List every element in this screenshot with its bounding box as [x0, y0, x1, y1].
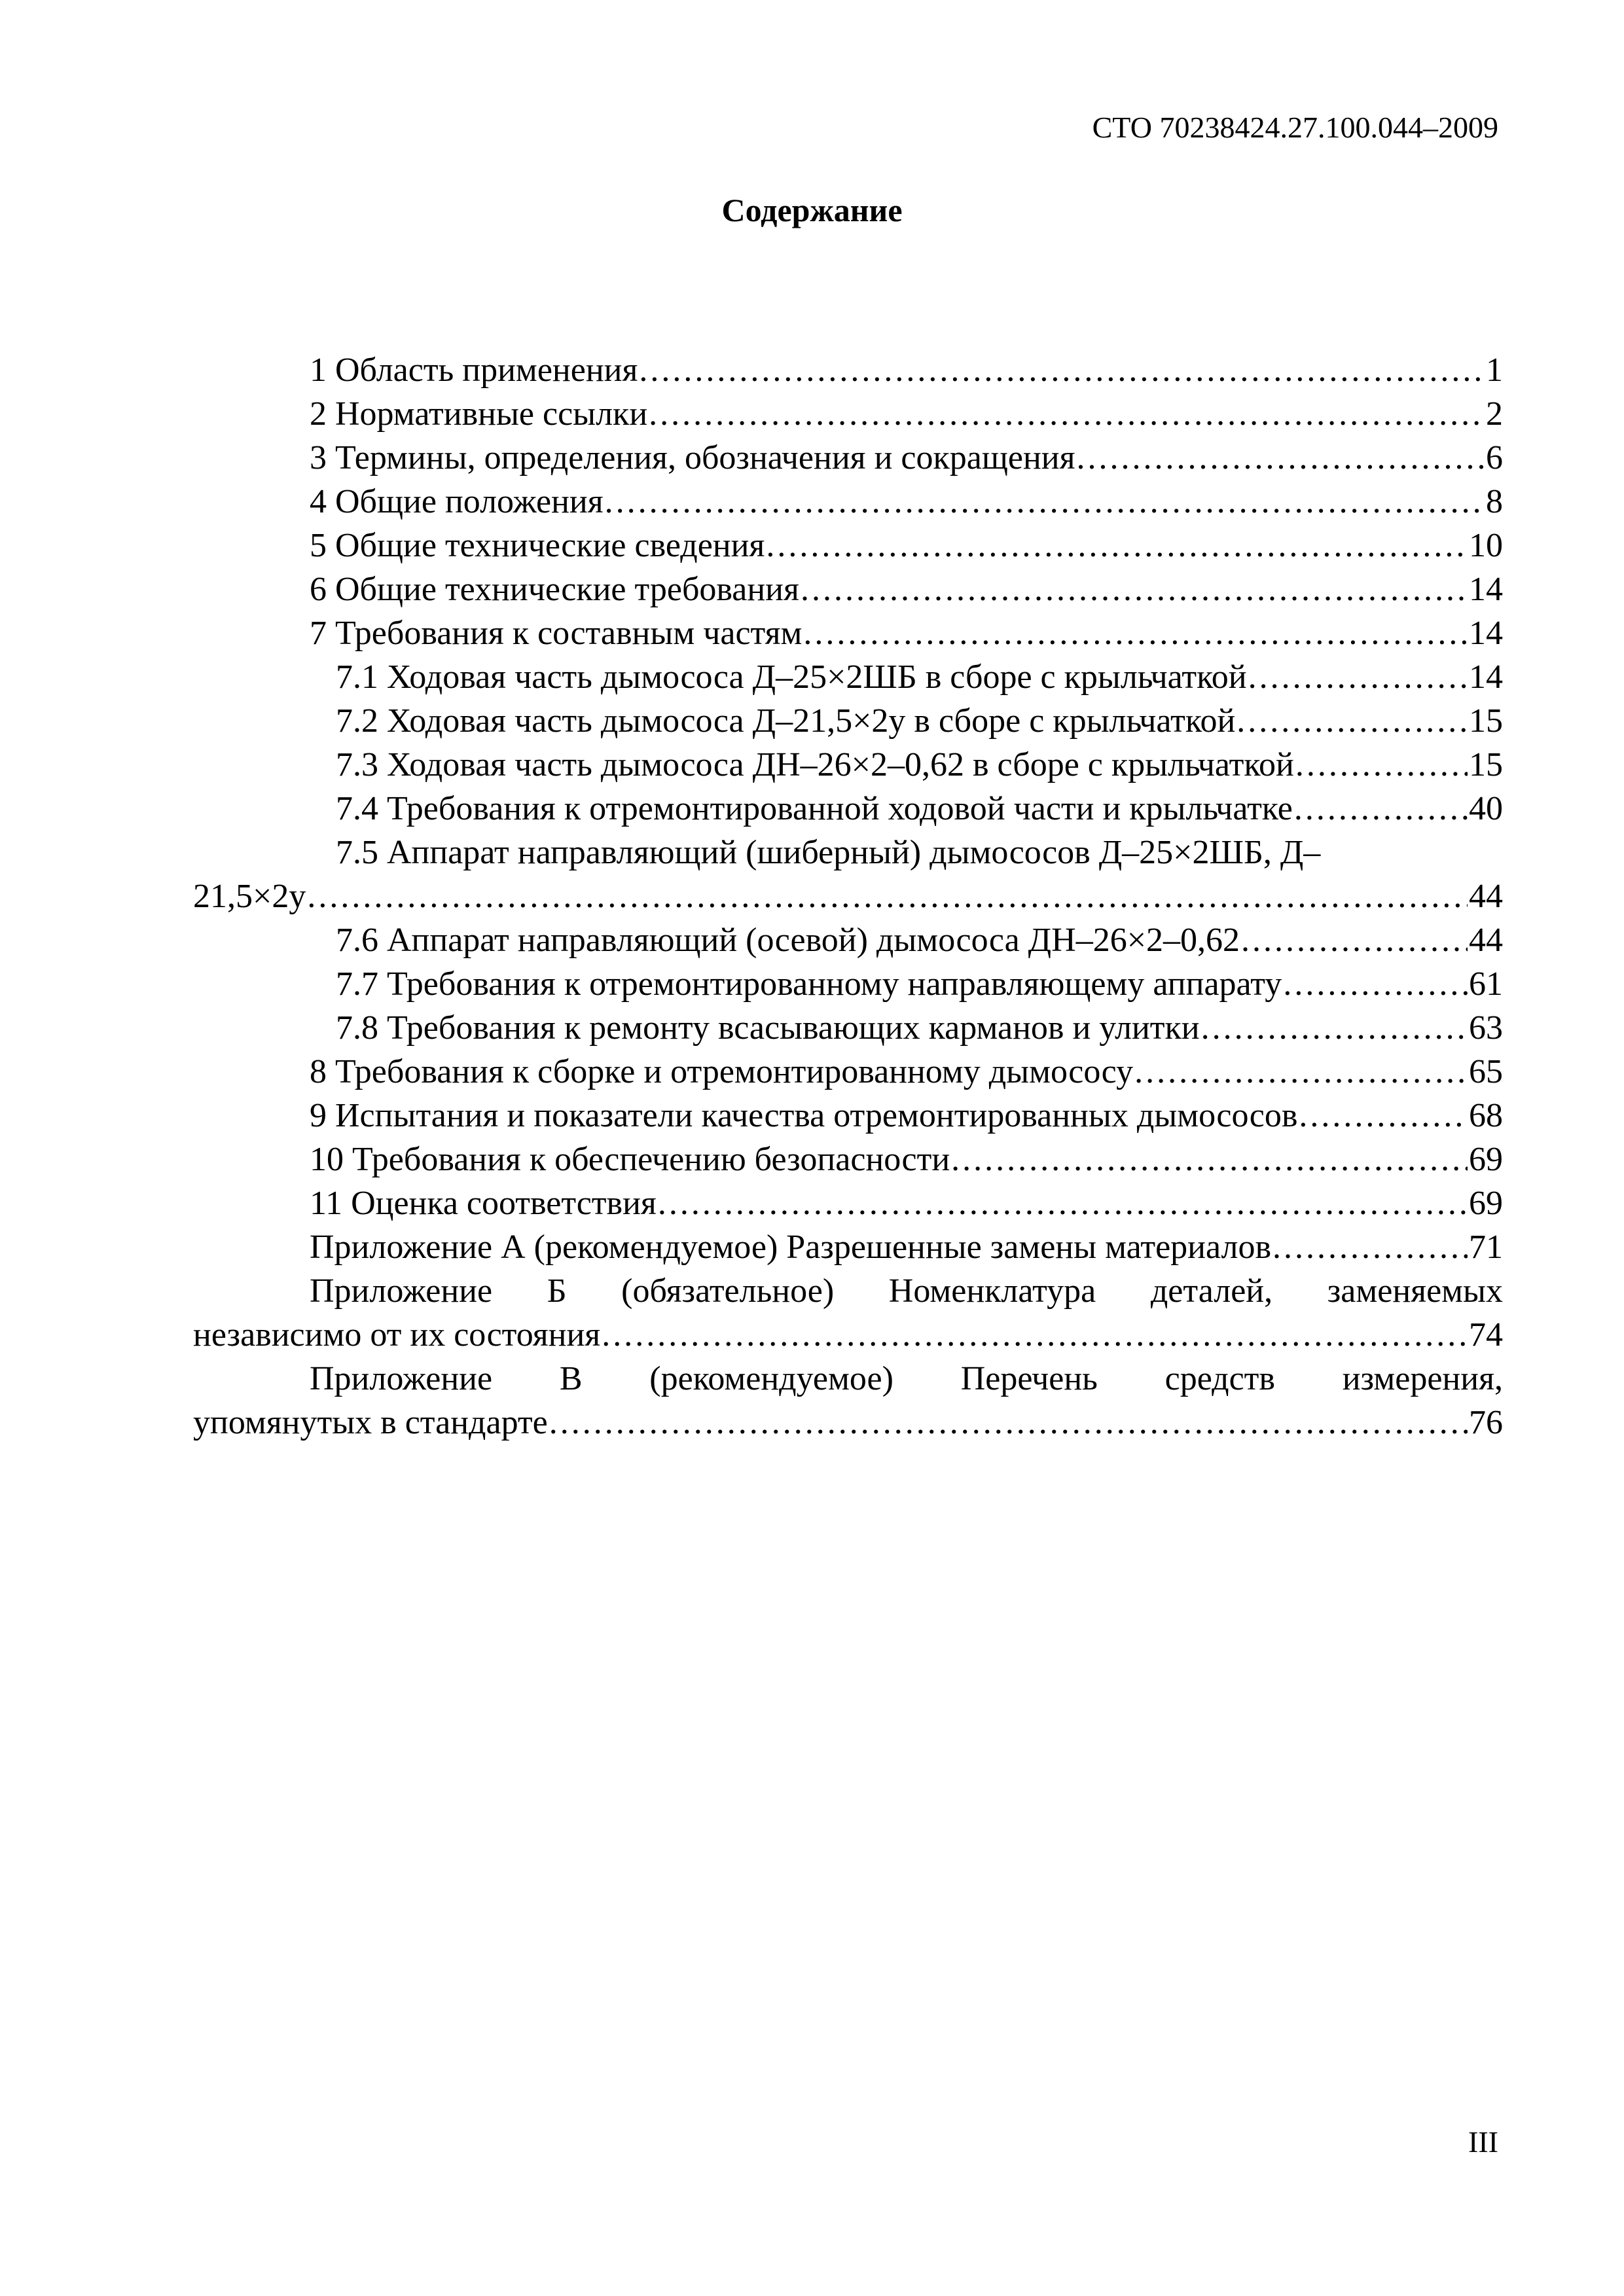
toc-dot-leader [1134, 1050, 1468, 1094]
toc-entry[interactable] [193, 567, 1503, 611]
toc-entry-title: 4 Общие положения [310, 483, 604, 520]
toc-entry[interactable] [193, 787, 1503, 831]
toc-dot-leader [1294, 787, 1468, 831]
toc-entry[interactable] [193, 436, 1503, 480]
toc-entry-title: 3 Термины, определения, обозначения и сокращения [310, 439, 1075, 476]
toc-entry[interactable] [193, 480, 1503, 524]
toc-entry-page: 15 [1469, 746, 1503, 783]
toc-dot-leader [649, 392, 1485, 436]
toc-dot-leader [1248, 655, 1468, 699]
toc-entry-title: Приложение А (рекомендуемое) Разрешенные замены материалов [310, 1229, 1272, 1266]
toc-dot-leader [803, 611, 1468, 655]
toc-entry-page: 2 [1486, 395, 1503, 433]
toc-entry-page: 40 [1469, 790, 1503, 827]
toc-entry[interactable] [193, 962, 1503, 1006]
toc-entry[interactable] [193, 699, 1503, 743]
toc-entry[interactable] [193, 1181, 1503, 1225]
toc-entry-title: 7.4 Требования к отремонтированной ходовой части и крыльчатке [336, 790, 1293, 827]
toc-entry-title-continued: независимо от их состояния [193, 1316, 601, 1354]
toc-entry[interactable] [193, 655, 1503, 699]
toc-entry-title: Приложение В (рекомендуемое) Перечень средств измерения, [310, 1360, 1503, 1397]
toc-entry-title: 7.2 Ходовая часть дымососа Д–21,5×2у в сборе с крыльчаткой [336, 702, 1236, 740]
toc-entry-page: 14 [1469, 571, 1503, 608]
toc-entry-title: 11 Оценка соответствия [310, 1185, 657, 1222]
document-code: СТО 70238424.27.100.044–2009 [1092, 111, 1498, 144]
toc-entry-page: 14 [1469, 658, 1503, 696]
toc-entry[interactable] [193, 1094, 1503, 1138]
toc-entry-title-continued: упомянутых в стандарте [193, 1404, 548, 1441]
toc-dot-leader [1077, 436, 1485, 480]
toc-entry-title: 6 Общие технические требования [310, 571, 799, 608]
toc-dot-leader [605, 480, 1485, 524]
toc-entry[interactable] [193, 1138, 1503, 1181]
toc-entry[interactable] [193, 1269, 1503, 1357]
toc-entry-title: 7.5 Аппарат направляющий (шиберный) дымососов Д–25×2ШБ, Д– [336, 834, 1321, 871]
toc-dot-leader [1299, 1094, 1468, 1138]
toc-entry-title: 7.1 Ходовая часть дымососа Д–25×2ШБ в сборе с крыльчаткой [336, 658, 1247, 696]
toc-entry-title: 7.8 Требования к ремонту всасывающих карманов и улитки [336, 1009, 1200, 1047]
toc-dot-leader [1295, 743, 1468, 787]
toc-title: Содержание [721, 192, 903, 228]
toc-entry-page: 68 [1469, 1097, 1503, 1134]
toc-entry[interactable] [193, 831, 1503, 918]
toc-dot-leader [951, 1138, 1468, 1181]
toc-dot-leader [1283, 962, 1468, 1006]
toc-entry-title: 5 Общие технические сведения [310, 527, 765, 564]
toc-entry[interactable] [193, 743, 1503, 787]
toc-entry[interactable] [193, 1357, 1503, 1444]
toc-entry-page: 69 [1469, 1185, 1503, 1222]
toc-entry-page: 6 [1486, 439, 1503, 476]
toc-entry-title: 8 Требования к сборке и отремонтированному дымососу [310, 1053, 1134, 1090]
toc-dot-leader [658, 1181, 1468, 1225]
toc-entry-page: 44 [1469, 922, 1503, 959]
toc-dot-leader [766, 524, 1468, 567]
toc-entry-page: 69 [1469, 1141, 1503, 1178]
toc-entry-page: 10 [1469, 527, 1503, 564]
toc-entry-title: 10 Требования к обеспечению безопасности [310, 1141, 950, 1178]
table-of-contents [193, 348, 1503, 1444]
toc-entry-title: 1 Область применения [310, 351, 638, 389]
toc-entry[interactable] [193, 1050, 1503, 1094]
toc-entry-page: 14 [1469, 615, 1503, 652]
toc-entry-title: 7 Требования к составным частям [310, 615, 803, 652]
toc-dot-leader [1236, 699, 1468, 743]
toc-entry-page: 8 [1486, 483, 1503, 520]
toc-entry-title: 7.7 Требования к отремонтированному направляющему аппарату [336, 965, 1282, 1003]
toc-entry[interactable] [193, 1225, 1503, 1269]
toc-entry[interactable] [193, 918, 1503, 962]
toc-entry-page: 63 [1469, 1009, 1503, 1047]
toc-entry-title-continued: 21,5×2у [193, 878, 306, 915]
toc-entry-title: 9 Испытания и показатели качества отремонтированных дымососов [310, 1097, 1298, 1134]
toc-dot-leader [1272, 1225, 1468, 1269]
toc-entry-title: Приложение Б (обязательное) Номенклатура деталей, заменяемых [310, 1272, 1503, 1310]
toc-entry-title: 7.3 Ходовая часть дымососа ДН–26×2–0,62 в сборе с крыльчаткой [336, 746, 1294, 783]
toc-dot-leader [307, 874, 1468, 918]
toc-entry-title: 7.6 Аппарат направляющий (осевой) дымососа ДН–26×2–0,62 [336, 922, 1240, 959]
toc-dot-leader [602, 1313, 1468, 1357]
toc-entry[interactable] [193, 348, 1503, 392]
toc-entry-page: 44 [1469, 878, 1503, 915]
toc-dot-leader [549, 1401, 1468, 1444]
toc-entry-page: 71 [1469, 1229, 1503, 1266]
toc-entry[interactable] [193, 1006, 1503, 1050]
toc-entry[interactable] [193, 524, 1503, 567]
toc-dot-leader [1241, 918, 1468, 962]
toc-entry-page: 65 [1469, 1053, 1503, 1090]
toc-entry-page: 61 [1469, 965, 1503, 1003]
toc-entry-title: 2 Нормативные ссылки [310, 395, 648, 433]
page-number: III [1468, 2125, 1498, 2159]
toc-entry-page: 74 [1469, 1316, 1503, 1354]
toc-dot-leader [801, 567, 1468, 611]
toc-entry-page: 76 [1469, 1404, 1503, 1441]
toc-dot-leader [639, 348, 1485, 392]
toc-entry-page: 15 [1469, 702, 1503, 740]
toc-entry[interactable] [193, 392, 1503, 436]
toc-entry-page: 1 [1486, 351, 1503, 389]
toc-dot-leader [1201, 1006, 1468, 1050]
toc-entry[interactable] [193, 611, 1503, 655]
